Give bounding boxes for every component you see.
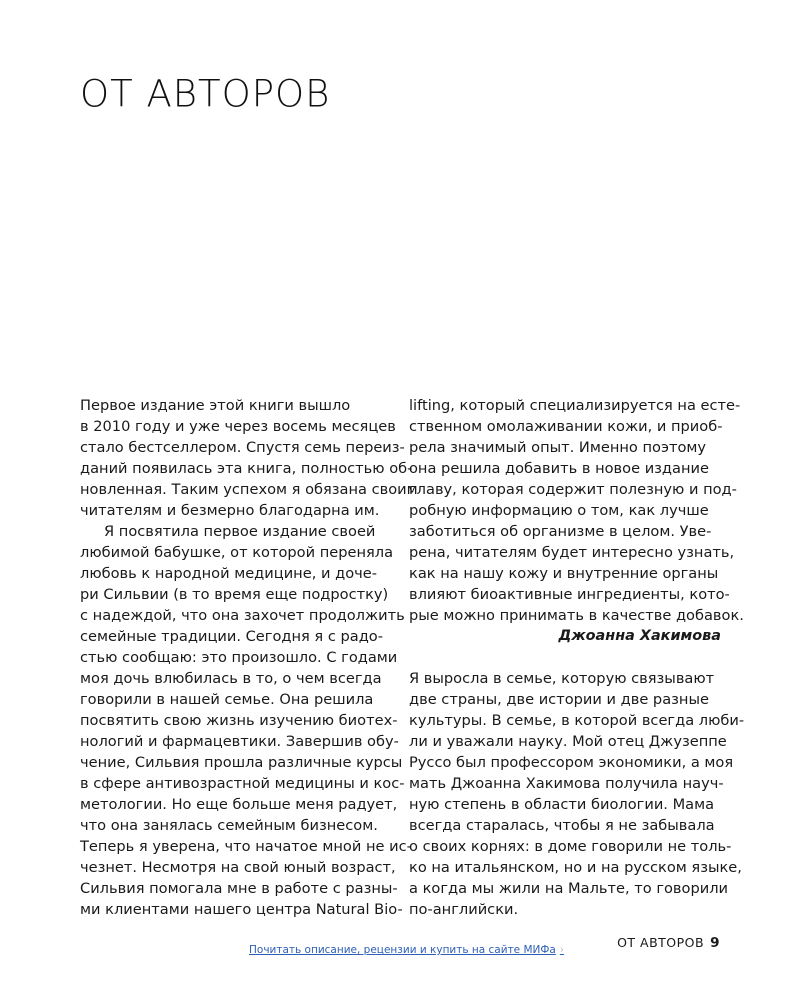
- text-line: с надеждой, что она захочет продолжить: [80, 607, 405, 624]
- text-line: Теперь я уверена, что начатое мной не ис-: [80, 838, 412, 855]
- text-line: любовь к народной медицине, и доче-: [80, 565, 377, 582]
- running-head-title: ОТ АВТОРОВ: [617, 935, 705, 950]
- text-line: Руссо был профессором экономики, а моя: [409, 754, 734, 771]
- text-line: ную степень в области биологии. Мама: [409, 796, 715, 813]
- author-signature: Джоанна Хакимова: [558, 628, 721, 644]
- text-line: по-английски.: [409, 901, 519, 918]
- text-line: а когда мы жили на Мальте, то говорили: [409, 880, 729, 897]
- text-line: робную информацию о том, как лучше: [409, 502, 709, 519]
- paragraph-gap: [409, 647, 721, 668]
- running-head: [617, 935, 720, 951]
- left-column: [80, 395, 418, 920]
- chevron-right-icon: ›: [559, 944, 565, 956]
- text-line: Сильвия помогала мне в работе с разны-: [80, 880, 398, 897]
- text-line: ственном омолаживании кожи, и приоб-: [409, 418, 723, 435]
- text-line: чезнет. Несмотря на свой юный возраст,: [80, 859, 396, 876]
- text-line: как на нашу кожу и внутренние органы: [409, 565, 719, 582]
- text-line: в сфере антивозрастной медицины и кос-: [80, 775, 405, 792]
- text-line: рые можно принимать в качестве добавок.: [409, 607, 744, 624]
- text-line: культуры. В семье, в которой всегда люби-: [409, 712, 745, 729]
- text-line: любимой бабушке, от которой переняла: [80, 544, 394, 561]
- text-line: читателям и безмерно благодарна им.: [80, 502, 380, 519]
- text-line: Я посвятила первое издание своей: [104, 523, 376, 540]
- text-line: говорили в нашей семье. Она решила: [80, 691, 374, 708]
- text-line: ко на итальянском, но и на русском языке,: [409, 859, 742, 876]
- text-line: ри Сильвии (в то время еще подростку): [80, 586, 389, 603]
- text-line: мать Джоанна Хакимова получила науч-: [409, 775, 724, 792]
- text-line: Я выросла в семье, которую связывают: [409, 670, 715, 687]
- text-line: рела значимый опыт. Именно поэтому: [409, 439, 707, 456]
- text-line: в 2010 году и уже через восемь месяцев: [80, 418, 396, 435]
- text-line: моя дочь влюбилась в то, о чем всегда: [80, 670, 382, 687]
- text-line: чение, Сильвия прошла различные курсы: [80, 754, 403, 771]
- text-line: стью сообщаю: это произошло. С годами: [80, 649, 398, 666]
- text-line: посвятить свою жизнь изучению биотех-: [80, 712, 398, 729]
- text-line: что она занялась семейным бизнесом.: [80, 817, 378, 834]
- buy-book-link-text: Почитать описание, рецензии и купить на сайте МИФа: [249, 944, 556, 956]
- right-column: [409, 395, 745, 920]
- text-line: всегда старалась, чтобы я не забывала: [409, 817, 715, 834]
- text-line: две страны, две истории и две разные: [409, 691, 709, 708]
- text-line: семейные традиции. Сегодня я с радо-: [80, 628, 384, 645]
- page-title: ОТ АВТОРОВ: [80, 71, 331, 116]
- page-number: 9: [710, 935, 720, 951]
- text-line: новленная. Таким успехом я обязана своим: [80, 481, 418, 498]
- text-line: стало бестселлером. Спустя семь переиз-: [80, 439, 405, 456]
- text-line: рена, читателям будет интересно узнать,: [409, 544, 735, 561]
- text-line: заботиться об организме в целом. Уве-: [409, 523, 712, 540]
- text-line: Первое издание этой книги вышло: [80, 397, 351, 414]
- text-line: lifting, который специализируется на есте-: [409, 397, 741, 414]
- text-line: ми клиентами нашего центра Natural Bio-: [80, 901, 403, 918]
- text-line: о своих корнях: в доме говорили не толь-: [409, 838, 732, 855]
- text-line: ли и уважали науку. Мой отец Джузеппе: [409, 733, 727, 750]
- text-line: она решила добавить в новое издание: [409, 460, 709, 477]
- text-line: метологии. Но еще больше меня радует,: [80, 796, 398, 813]
- text-line: влияют биоактивные ингредиенты, кото-: [409, 586, 730, 603]
- text-line: нологий и фармацевтики. Завершив обу-: [80, 733, 399, 750]
- text-line: главу, которая содержит полезную и под-: [409, 481, 737, 498]
- text-line: даний появилась эта книга, полностью об-: [80, 460, 413, 477]
- buy-book-link[interactable]: [249, 944, 564, 956]
